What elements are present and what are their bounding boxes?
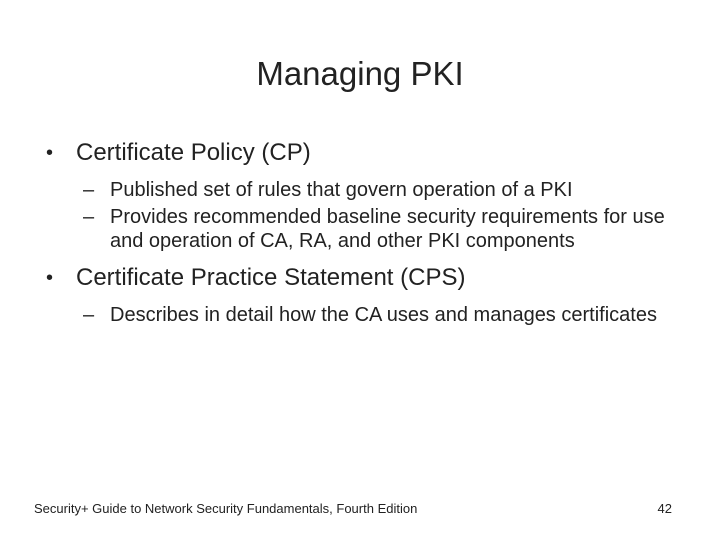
sub-bullet-text: Provides recommended baseline security requirements for use and operation of CA, RA, and other PKI components [110, 206, 665, 252]
sub-bullet-marker: – [83, 179, 95, 201]
bullet-item [46, 263, 686, 293]
page-number: 42 [657, 501, 672, 516]
bullet-marker: • [46, 142, 54, 164]
slide-title: Managing PKI [256, 55, 464, 92]
bullet-item [46, 138, 686, 168]
sub-bullet-item [46, 303, 686, 327]
sub-bullet-item [46, 205, 686, 253]
sub-bullet-marker: – [83, 304, 95, 326]
sub-bullet-list [46, 178, 686, 253]
bullet-text: Certificate Practice Statement (CPS) [76, 264, 466, 291]
bullet-block-certificate-practice-statement [46, 263, 686, 327]
sub-bullet-marker: – [83, 206, 95, 228]
sub-bullet-list [46, 303, 686, 327]
sub-bullet-text: Published set of rules that govern operation of a PKI [110, 179, 573, 201]
bullet-text: Certificate Policy (CP) [76, 139, 311, 166]
slide-content [46, 138, 686, 330]
sub-bullet-text: Describes in detail how the CA uses and manages certificates [110, 304, 657, 326]
footer-text: Security+ Guide to Network Security Fundamentals, Fourth Edition [34, 501, 418, 516]
bullet-block-certificate-policy [46, 138, 686, 253]
sub-bullet-item [46, 178, 686, 202]
bullet-marker: • [46, 267, 54, 289]
